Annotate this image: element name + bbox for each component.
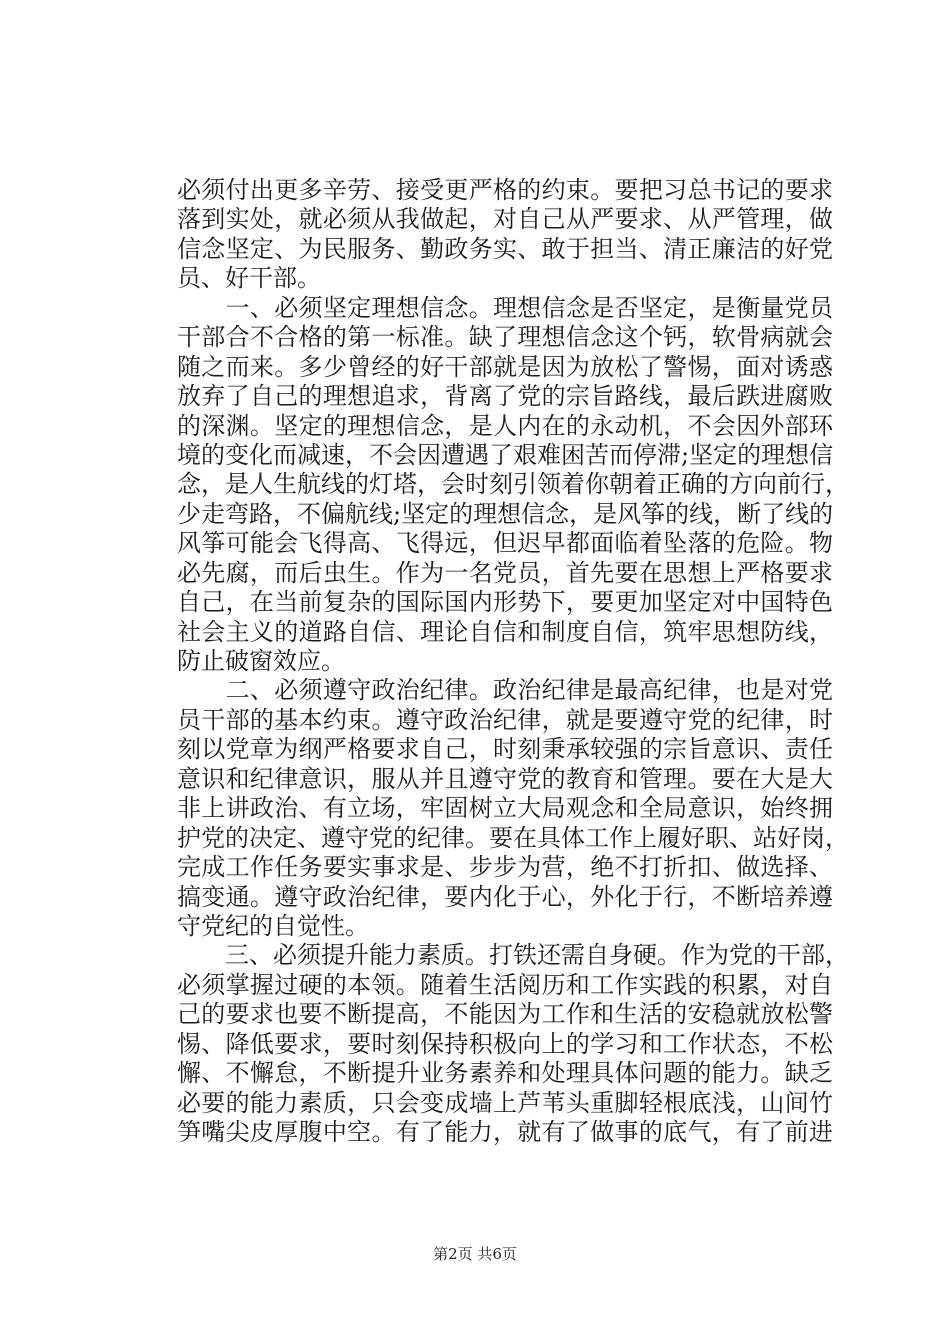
text-line: 非上讲政治、有立场，牢固树立大局观念和全局意识，始终拥	[177, 794, 833, 823]
text-line: 一、必须坚定理想信念。理想信念是否坚定，是衡量党员	[177, 293, 833, 322]
text-line: 护党的决定、遵守党的纪律。要在具体工作上履好职、站好岗，	[177, 823, 849, 852]
text-line: 搞变通。遵守政治纪律，要内化于心，外化于行，不断培养遵	[177, 882, 833, 911]
text-line: 守党纪的自觉性。	[177, 911, 369, 940]
text-line: 必须掌握过硬的本领。随着生活阅历和工作实践的积累，对自	[177, 970, 833, 999]
page-footer: 第2页 共6页	[433, 1245, 517, 1263]
text-line: 必先腐，而后虫生。作为一名党员，首先要在思想上严格要求	[177, 558, 833, 587]
text-line: 笋嘴尖皮厚腹中空。有了能力，就有了做事的底气，有了前进	[177, 1118, 833, 1146]
text-line: 放弃了自己的理想追求，背离了党的宗旨路线，最后跌进腐败	[177, 382, 833, 411]
text-line: 信念坚定、为民服务、勤政务实、敢于担当、清正廉洁的好党	[177, 234, 833, 263]
text-line: 二、必须遵守政治纪律。政治纪律是最高纪律，也是对党	[177, 676, 833, 705]
text-line: 懈、不懈怠，不断提升业务素养和处理具体问题的能力。缺乏	[177, 1059, 833, 1088]
text-line: 境的变化而减速，不会因遭遇了艰难困苦而停滞;坚定的理想信	[177, 440, 834, 469]
text-line: 员干部的基本约束。遵守政治纪律，就是要遵守党的纪律，时	[177, 705, 833, 734]
text-line: 意识和纪律意识，服从并且遵守党的教育和管理。要在大是大	[177, 764, 833, 793]
text-line: 完成工作任务要实事求是、步步为营，绝不打折扣、做选择、	[177, 853, 833, 882]
text-line: 落到实处，就必须从我做起，对自己从严要求、从严管理，做	[177, 205, 833, 234]
text-line: 刻以党章为纲严格要求自己，时刻秉承较强的宗旨意识、责任	[177, 735, 833, 764]
text-line: 的深渊。坚定的理想信念，是人内在的永动机，不会因外部环	[177, 411, 833, 440]
text-line: 己的要求也要不断提高，不能因为工作和生活的安稳就放松警	[177, 1000, 833, 1029]
text-line: 员、好干部。	[177, 264, 321, 293]
text-line: 干部合不合格的第一标准。缺了理想信念这个钙，软骨病就会	[177, 323, 833, 352]
text-line: 念，是人生航线的灯塔，会时刻引领着你朝着正确的方向前行，	[177, 470, 849, 499]
text-line: 必须付出更多辛劳、接受更严格的约束。要把习总书记的要求	[177, 176, 833, 204]
text-line: 少走弯路，不偏航线;坚定的理想信念，是风筝的线，断了线的	[177, 499, 834, 528]
text-line: 必要的能力素质，只会变成墙上芦苇头重脚轻根底浅，山间竹	[177, 1088, 833, 1117]
text-line: 自己，在当前复杂的国际国内形势下，要更加坚定对中国特色	[177, 588, 833, 617]
text-line: 风筝可能会飞得高、飞得远，但迟早都面临着坠落的危险。物	[177, 529, 833, 558]
text-line: 随之而来。多少曾经的好干部就是因为放松了警惕，面对诱惑	[177, 352, 833, 381]
body-text	[177, 176, 849, 1147]
text-line: 三、必须提升能力素质。打铁还需自身硬。作为党的干部，	[177, 941, 849, 970]
text-line: 社会主义的道路自信、理论自信和制度自信，筑牢思想防线，	[177, 617, 833, 646]
text-line: 防止破窗效应。	[177, 647, 345, 675]
text-line: 惕、降低要求，要时刻保持积极向上的学习和工作状态，不松	[177, 1029, 833, 1058]
